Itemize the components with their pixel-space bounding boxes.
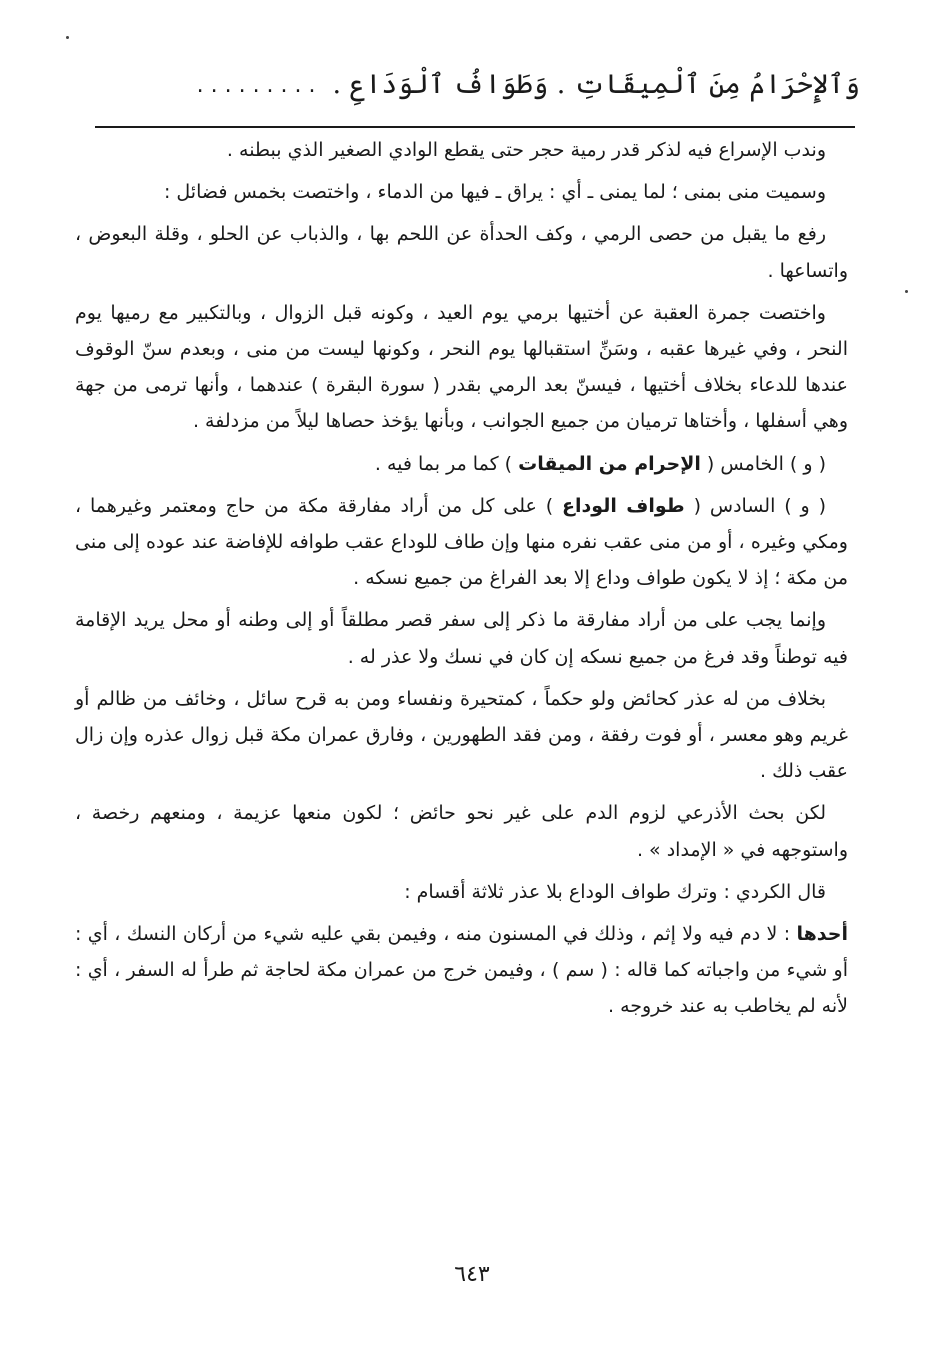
paragraph-text: بخلاف من له عذر كحائض ولو حكماً ، كمتحيرة ونفساء ومن به قرح سائل ، وخائف من ظالم أو غريم وهو معسر ، أو فوت رفقة ، ومن فقد الطهورين ، وفارق عمران مكة قبل زوال عذره وإن زال عقب ذلك . [75, 687, 848, 783]
paragraph [75, 681, 848, 790]
bold-term: أحدها [796, 923, 848, 946]
paragraph [75, 602, 848, 674]
scan-speck [905, 290, 908, 293]
paragraph [75, 132, 848, 168]
paragraph [75, 874, 848, 910]
header-title: وَٱلإِحْرَامُ مِنَ ٱلْمِيقَاتِ . وَطَوَافُ ٱلْوَدَاعِ . [332, 69, 860, 100]
paragraph [75, 295, 848, 440]
scan-speck [66, 36, 69, 39]
body-text [75, 132, 848, 1031]
paragraph-text: وندب الإسراع فيه لذكر قدر رمية حجر حتى يقطع الوادي الصغير الذي ببطنه . [226, 139, 826, 161]
paragraph-text: ( و ) السادس ( [684, 494, 826, 517]
paragraph-text: لكن بحث الأذرعي لزوم الدم على غير نحو حائض ؛ لكون منعها عزيمة ، ومنعهم رخصة ، واستوجهه في « الإمداد » . [75, 802, 848, 861]
paragraph [75, 446, 848, 482]
running-header [95, 60, 860, 110]
header-rule [95, 126, 855, 128]
paragraph-text: وسميت منى بمنى ؛ لما يمنى ـ أي : يراق ـ فيها من الدماء ، واختصت بخمس فضائل : [163, 181, 826, 204]
paragraph-text: وإنما يجب على من أراد مفارقة ما ذكر إلى سفر قصر مطلقاً أو إلى وطنه أو محل يريد الإقامة فيه توطناً وقد فرغ من جميع نسكه إن كان في نسك ولا عذر له . [75, 609, 848, 668]
paragraph [75, 488, 848, 597]
paragraph-text: : لا دم فيه ولا إثم ، وذلك في المسنون منه ، وفيمن بقي عليه شيء من أركان النسك ، أي : أو شيء من واجباته كما قاله : ( سم ) ، وفيمن خرج من عمران مكة لحاجة ثم طرأ له السفر ، أي : لأنه لم يخاطب به عند خروجه . [75, 923, 848, 1018]
paragraph-text: واختصت جمرة العقبة عن أختيها برمي يوم العيد ، وكونه قبل الزوال ، وبالتكبير مع رميها يوم النحر ، وفي غيرها عقبه ، وسَنِّ استقبالها يوم النحر ، وكونها ليست من منى ، وبعدم سنّ الوقوف عندها للدعاء بخلاف أختيها ، فيسنّ بعد الرمي بقدر ( سورة البقرة ) عندهما ، وأنها ترمى من جهة وهي أسفلها ، وأختاها ترميان من جميع الجوانب ، وبأنها يؤخذ حصاها ليلاً من مزدلفة . [75, 301, 848, 433]
paragraph-text: ) كما مر بما فيه . [374, 452, 519, 475]
paragraph-text: قال الكردي : وترك طواف الوداع بلا عذر ثلاثة أقسام : [404, 880, 826, 903]
page-number: ٦٤٣ [454, 1262, 490, 1287]
header-dot-leader: ......... [196, 72, 323, 98]
bold-term: الإحرام من الميقات [518, 452, 701, 475]
paragraph [75, 174, 848, 210]
paragraph [75, 916, 848, 1025]
paragraph-text: رفع ما يقبل من حصى الرمي ، وكف الحدأة عن اللحم بها ، والذباب عن الحلو ، وقلة البعوض ، واتساعها . [75, 223, 848, 282]
paragraph [75, 795, 848, 867]
paragraph [75, 216, 848, 288]
paragraph-text: ) على كل من أراد مفارقة مكة من حاج ومعتمر وغيرهما ، ومكي وغيره ، أو من منى عقب نفره منها وإن طاف للوداع عقب طوافه للإفاضة عند عوده إلى منى من مكة ؛ إذ لا يكون طواف وداع إلا بعد الفراغ من جميع نسكه . [75, 494, 848, 590]
bold-term: طواف الوداع [562, 494, 685, 517]
paragraph-text: ( و ) الخامس ( [700, 452, 826, 475]
